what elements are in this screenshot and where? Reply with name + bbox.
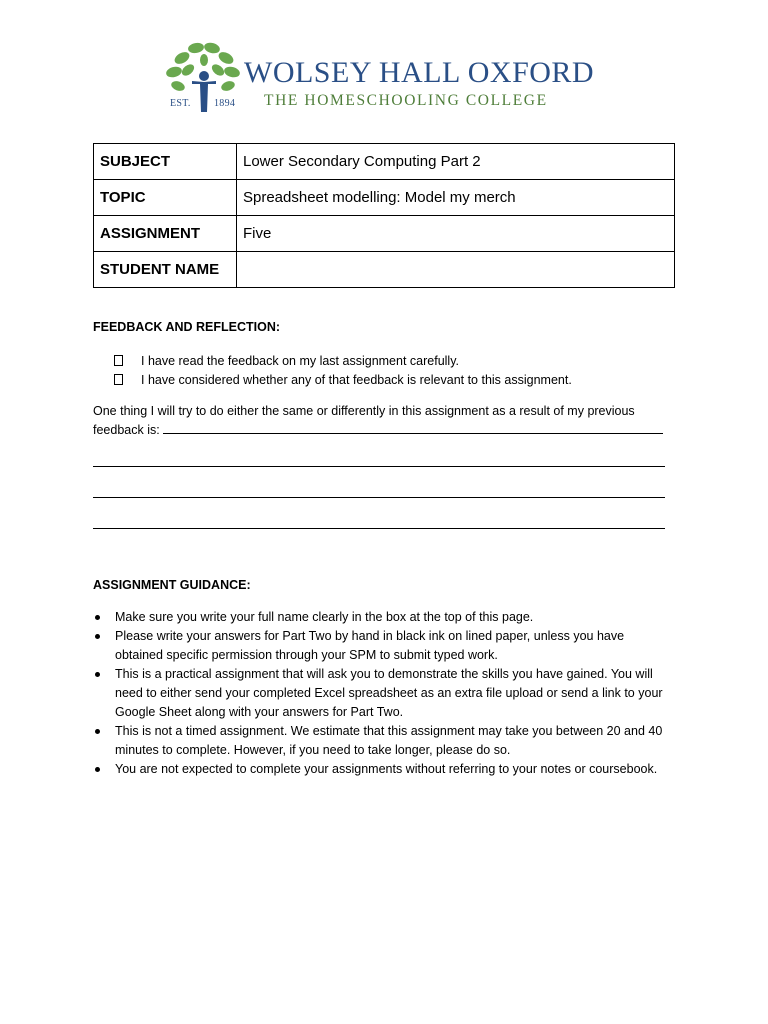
answer-line[interactable] <box>163 421 663 434</box>
answer-line[interactable] <box>93 528 665 529</box>
est-label: EST. <box>170 98 191 109</box>
brand-name: WOLSEY HALL OXFORD <box>244 56 595 89</box>
answer-line[interactable] <box>93 466 665 467</box>
assignment-label: ASSIGNMENT <box>94 216 237 252</box>
list-item: Make sure you write your full name clearly in the box at the top of this page. <box>93 608 673 627</box>
topic-value: Spreadsheet modelling: Model my merch <box>237 180 675 216</box>
answer-line[interactable] <box>93 497 665 498</box>
year-label: 1894 <box>214 98 236 109</box>
check-label: I have read the feedback on my last assignment carefully. <box>141 353 459 368</box>
list-item <box>114 370 572 389</box>
subject-value: Lower Secondary Computing Part 2 <box>237 144 675 180</box>
checkbox[interactable] <box>114 355 123 366</box>
list-item: This is a practical assignment that will ask you to demonstrate the skills you have gained. You will need to either send your completed Excel spreadsheet as an extra file upload or send a link to your Google Sheet along with your answers for Part Two. <box>93 665 673 722</box>
feedback-checklist <box>114 351 572 389</box>
assignment-value: Five <box>237 216 675 252</box>
list-item: This is not a timed assignment. We estimate that this assignment may take you between 20 and 40 minutes to complete. However, if you need to take longer, please do so. <box>93 722 673 760</box>
check-label: I have considered whether any of that feedback is relevant to this assignment. <box>141 372 572 387</box>
list-item <box>114 351 572 370</box>
subject-label: SUBJECT <box>94 144 237 180</box>
list-item: Please write your answers for Part Two by hand in black ink on lined paper, unless you have obtained specific permission through your SPM to submit typed work. <box>93 627 673 665</box>
guidance-title: ASSIGNMENT GUIDANCE: <box>93 578 251 592</box>
student-name-label: STUDENT NAME <box>94 252 237 288</box>
assignment-info-table <box>93 143 675 288</box>
guidance-list <box>93 608 673 779</box>
wolsey-hall-logo <box>164 40 604 116</box>
checkbox[interactable] <box>114 374 123 385</box>
table-row <box>94 144 675 180</box>
feedback-title: FEEDBACK AND REFLECTION: <box>93 320 281 334</box>
feedback-prompt <box>93 402 673 440</box>
topic-label: TOPIC <box>94 180 237 216</box>
table-row <box>94 216 675 252</box>
table-row <box>94 252 675 288</box>
student-name-field[interactable] <box>237 252 675 288</box>
list-item: You are not expected to complete your assignments without referring to your notes or coursebook. <box>93 760 673 779</box>
brand-tagline: THE HOMESCHOOLING COLLEGE <box>264 92 548 109</box>
feedback-prompt-text: One thing I will try to do either the same or differently in this assignment as a result of my previous feedback is: <box>93 404 635 437</box>
table-row <box>94 180 675 216</box>
